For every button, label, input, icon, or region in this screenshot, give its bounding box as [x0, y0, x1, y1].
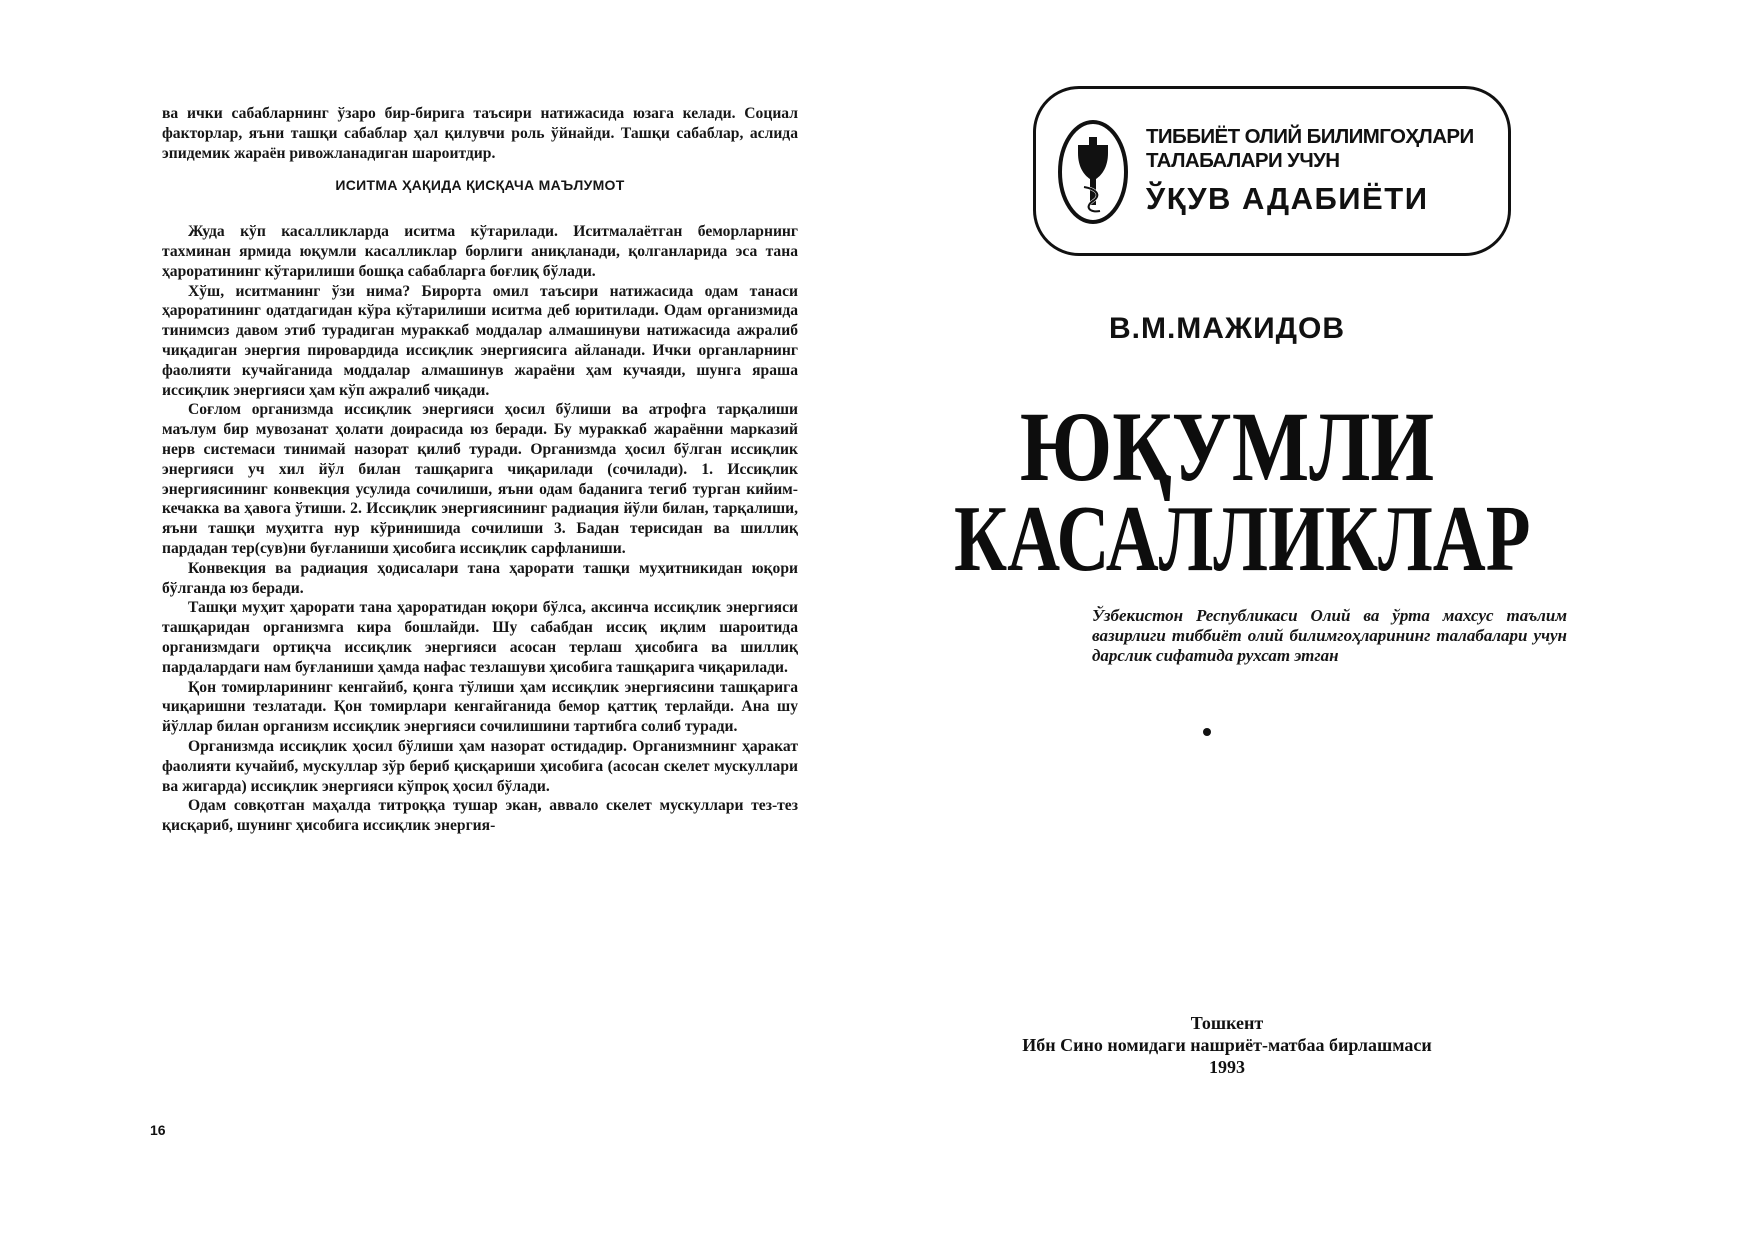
- author: В.М.МАЖИДОВ: [1108, 312, 1346, 345]
- body-text: [162, 104, 798, 836]
- paragraph-continuation: ва ички сабабларнинг ўзаро бир-бирига таъсири натижасида юзага келади. Социал факторлар, яъни ташқи сабаблар ҳал қилувчи роль ўйнайди. Ташқи сабаблар, аслида эпидемик жараён ривожланадиган шароитдир.: [162, 105, 798, 162]
- paragraph: Ташқи муҳит ҳарорати тана ҳароратидан юқори бўлса, аксинча иссиқлик энергияси ташқаридан организмга кира бошлайди. Шу сабабдан иссиқ иқлим шароитида организмдаги ортиқча иссиқлик энергияси асосан терлаш ҳисобига ва шиллиқ пардалардаги нам буғланиши ҳамда нафас тезлашуви ҳисобига ташқарига чиқарилади.: [162, 599, 798, 676]
- series-line-3: ЎҚУВ АДАБИЁТИ: [1146, 181, 1429, 216]
- series-line-2: ТАЛАБАЛАРИ УЧУН: [1146, 149, 1340, 172]
- paragraph: Жуда кўп касалликларда иситма кўтарилади. Иситмалаётган беморларнинг тахминан ярмида юқумли касалликлар борлиги аниқланади, қолганларида эса тана ҳароратининг кўтарилиши бошқа сабабларга боғлиқ бўлади.: [162, 223, 798, 280]
- book-title-line-2: КАСАЛЛИКЛАР: [954, 487, 1531, 591]
- paragraph: Одам совқотган маҳалда титроққа тушар экан, аввало скелет мускуллари тез-тез қисқариб, шунинг ҳисобига иссиқлик энергия-: [162, 797, 798, 835]
- imprint-city: Тошкент: [1190, 1013, 1264, 1033]
- series-box: [1033, 86, 1511, 256]
- paragraph: Конвекция ва радиация ҳодисалари тана ҳарорати ташқи муҳитникидан юқори бўлганда юз беради.: [162, 559, 798, 597]
- section-heading: ИСИТМА ҲАҚИДА ҚИСҚАЧА МАЪЛУМОТ: [335, 177, 625, 194]
- bullet-dot: [1203, 728, 1211, 736]
- series-line-1: ТИББИЁТ ОЛИЙ БИЛИМГОҲЛАРИ: [1146, 125, 1474, 148]
- book-title-line-1: ЮҚУМЛИ: [1019, 391, 1435, 502]
- imprint-publisher: Ибн Сино номидаги нашриёт-матбаа бирлашмаси: [1022, 1035, 1432, 1055]
- approval-statement: Ўзбекистон Республикаси Олий ва ўрта махсус таълим вазирлиги тиббиёт олий билимгоҳларининг талабалари учун дарслик сифатида рухсат этган: [1092, 606, 1567, 665]
- imprint-year: 1993: [1209, 1057, 1245, 1077]
- paragraph: Қон томирларининг кенгайиб, қонга тўлиши ҳам иссиқлик энергиясини ташқарига чиқаришни тезлатади. Қон томирлари кенгайганида бемор қаттиқ терлайди. Ана шу йўллар билан организм иссиқлик энергияси сочилишини тартибга солиб туради.: [162, 678, 798, 736]
- page-number: 16: [150, 1122, 166, 1138]
- right-page: [877, 0, 1754, 1240]
- medical-emblem-icon: [1056, 117, 1130, 227]
- paragraph: Хўш, иситманинг ўзи нима? Бирорта омил таъсири натижасида одам танаси ҳароратининг одатдагидан кўра кўтарилиши иситма деб юритилади. Одам организмида тинимсиз давом этиб турадиган мураккаб моддалар алмашинуви натижасида ажралиб чиқадиган энергия пировардида иссиқлик энергиясига айланади. Ички органларнинг фаолияти кучайганида моддалар алмашинув жараёни ҳам кучаяди, шунга яраша иссиқлик энергияси ҳам кўп ажралиб чиқади.: [162, 282, 798, 399]
- imprint: [877, 1012, 1577, 1078]
- paragraph: Соғлом организмда иссиқлик энергияси ҳосил бўлиши ва атрофга тарқалиши маълум бир мувозанат ҳолати доирасида юз беради. Бу мураккаб жараённи марказий нерв системаси тинимай назорат қилиб туради. Организмда ҳосил бўлган иссиқлик энергияси уч хил йўл билан ташқарига чиқарилади (сочилади). 1. Иссиқлик энергиясининг конвекция усулида сочилиши, яъни одам баданига тегиб турган кийим-кечакка ва ҳавога ўтиши. 2. Иссиқлик энергиясининг радиация йўли билан, тарқалиши, яъни ташқи муҳитга нур кўринишида сочилиши 3. Бадан терисидан ва шиллиқ пардадан тер(сув)ни буғланиши ҳисобига иссиқлик сарфланиши.: [162, 401, 798, 557]
- paragraph: Организмда иссиқлик ҳосил бўлиши ҳам назорат остидадир. Организмнинг ҳаракат фаолияти кучайиб, мускуллар зўр бериб қисқариши ҳисобига (асосан скелет мускуллари ва жигарда) иссиқлик энергияси кўпроқ ҳосил бўлади.: [162, 737, 798, 795]
